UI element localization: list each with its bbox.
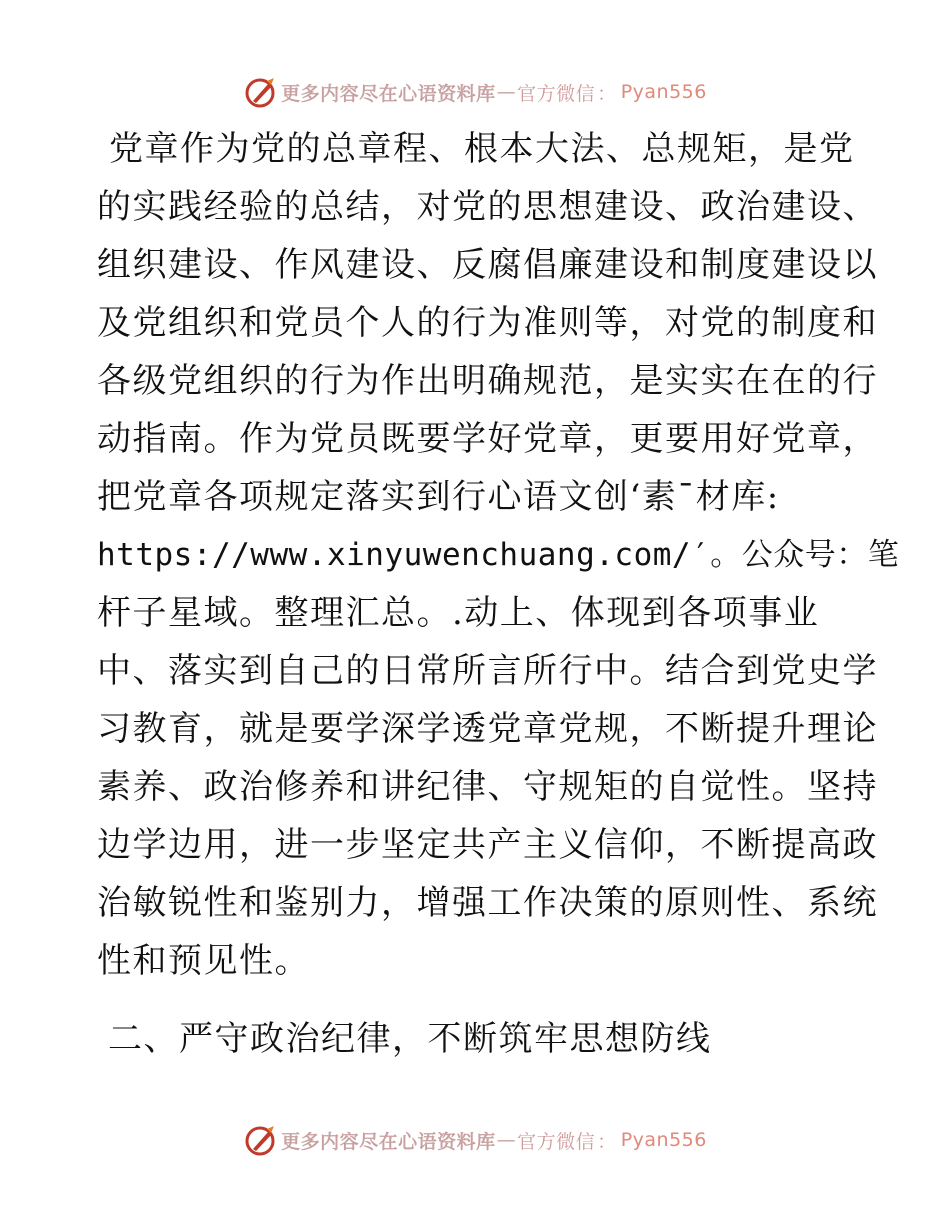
quill-logo-icon [243,75,277,109]
paragraph-line: 性和预见性。 [97,941,310,981]
banner-wechat-id: Pyan556 [620,1129,707,1151]
quill-logo-icon [243,1123,277,1157]
paragraph-line: 中、落实到自己的日常所言所行中。结合到党史学 [97,651,878,691]
paragraph-line: 把党章各项规定落实到行心语文创‘素¯材库: [97,477,780,517]
banner-wechat-label: 官方微信 [517,82,596,105]
banner-lead-text: 更多内容尽在心语资料库 [281,1130,496,1153]
section-heading: 二、严守政治纪律，不断筑牢思想防线 [108,1019,712,1059]
paragraph-line: 边学边用，进一步坚定共产主义信仰，不断提高政 [97,825,878,865]
paragraph-line: 及党组织和党员个人的行为准则等，对党的制度和 [97,303,878,343]
paragraph-line: 习教育，就是要学深学透党章党规，不断提升理论 [97,709,878,749]
banner-wechat-label: 官方微信 [517,1130,596,1153]
header-watermark-banner [0,72,950,112]
footer-watermark-banner [0,1120,950,1160]
paragraph-line: 党章作为党的总章程、根本大法、总规矩，是党 [109,129,855,169]
banner-dash: — [496,81,517,103]
banner-wechat-id: Pyan556 [620,81,707,103]
banner-colon: ： [597,82,617,105]
document-paragraph [97,120,900,990]
paragraph-line: 杆子星域。整理汇总。.动上、体现到各项事业 [97,593,820,633]
banner-lead-text: 更多内容尽在心语资料库 [281,82,496,105]
paragraph-line: 素养、政治修养和讲纪律、守规矩的自觉性。坚持 [97,767,878,807]
paragraph-line: 治敏锐性和鉴别力，增强工作决策的原则性、系统 [97,883,878,923]
paragraph-line: 各级党组织的行为作出明确规范，是实实在在的行 [97,361,878,401]
paragraph-line: 动指南。作为党员既要学好党章，更要用好党章， [97,419,878,459]
banner-dash: — [496,1129,517,1151]
paragraph-line: 组织建设、作风建设、反腐倡廉建设和制度建设以 [97,245,878,285]
paragraph-line: 的实践经验的总结，对党的思想建设、政治建设、 [97,187,878,227]
paragraph-line-url: https://www.xinyuwenchuang.com/′。公众号：笔 [97,537,900,573]
banner-colon: ： [597,1130,617,1153]
